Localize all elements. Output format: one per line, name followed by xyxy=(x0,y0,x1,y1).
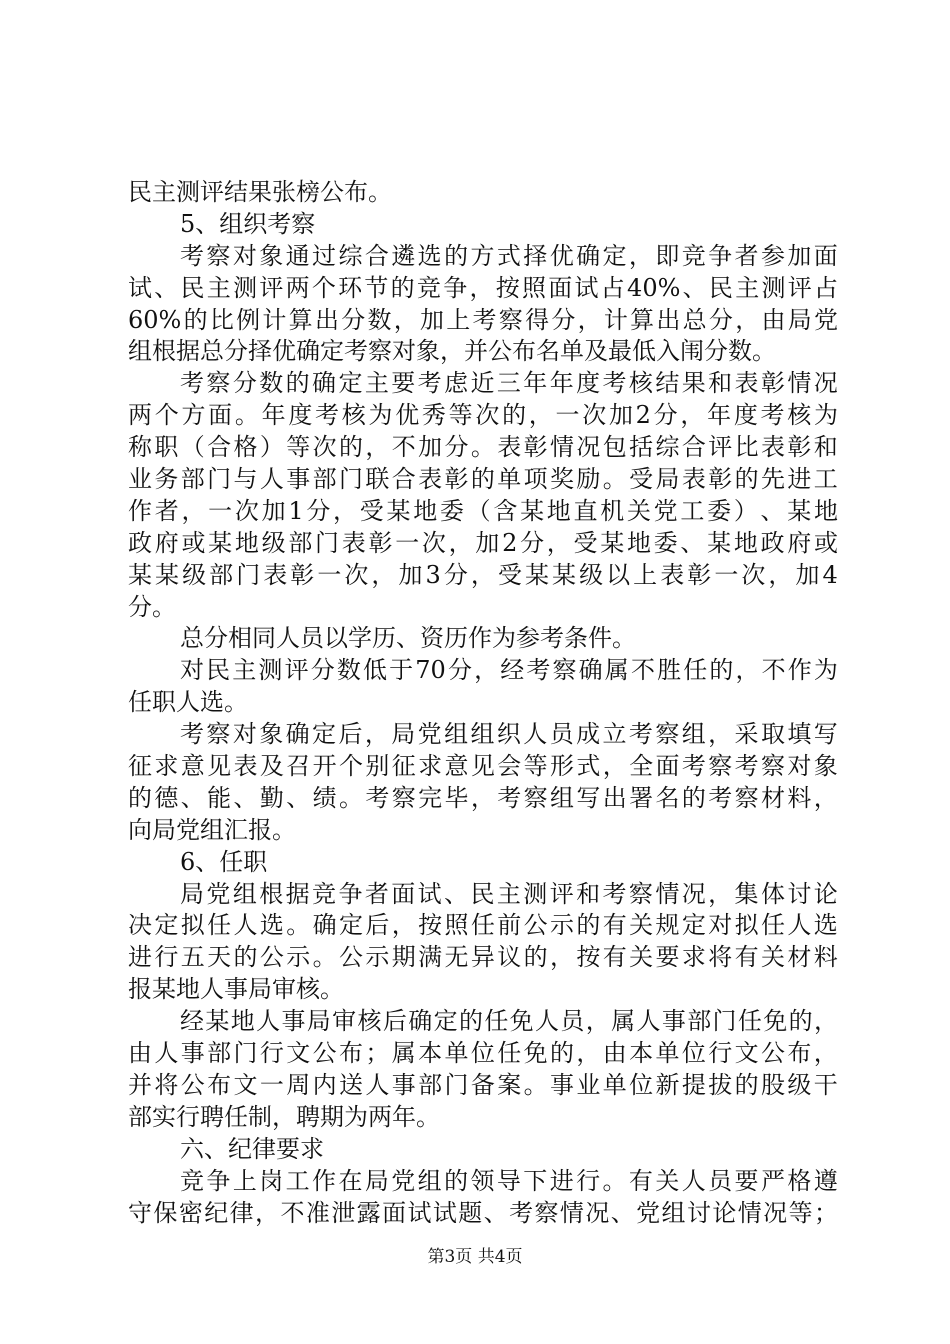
text-line: 考 察 对 象 确 定 后 ， 局 党 组 组 织 人 员 成 立 考 察 组 ， 采 取 填 写 xyxy=(180,720,838,749)
text-line: 守 保 密 纪 律 ， 不 准 泄 露 面 试 试 题 、 考 察 情 况 、 党 组 讨 论 情 况 等 ； xyxy=(128,1198,838,1227)
text-line: 业 务 部 门 与 人 事 部 门 联 合 表 彰 的 单 项 奖 励 。 受 局 表 彰 的 先 进 工 xyxy=(128,465,838,494)
text-line: 考 察 分 数 的 确 定 主 要 考 虑 近 三 年 年 度 考 核 结 果 和 表 彰 情 况 xyxy=(180,369,838,398)
text-line: 试 、 民 主 测 评 两 个 环 节 的 竞 争 ， 按 照 面 试 占 40% 、 民 主 测 评 占 xyxy=(128,273,838,302)
page-footer: 第3页 共4页 xyxy=(427,1247,523,1267)
text-line: 5、组织考察 xyxy=(180,209,316,238)
text-line: 6、任职 xyxy=(180,847,268,876)
text-line: 考 察 对 象 通 过 综 合 遴 选 的 方 式 择 优 确 定 ， 即 竞 争 者 参 加 面 xyxy=(180,241,838,270)
text-line: 六、纪律要求 xyxy=(180,1134,324,1163)
document-body xyxy=(128,177,838,1229)
text-line: 向局党组汇报。 xyxy=(128,815,296,844)
text-line: 的 德 、 能 、 勤 、 绩 。 考 察 完 毕 ， 考 察 组 写 出 署 名 的 考 察 材 料 ， xyxy=(128,783,838,812)
text-line: 由 人 事 部 门 行 文 公 布 ； 属 本 单 位 任 免 的 ， 由 本 单 位 行 文 公 布 ， xyxy=(128,1039,838,1068)
text-line: 经 某 地 人 事 局 审 核 后 确 定 的 任 免 人 员 ， 属 人 事 部 门 任 免 的 ， xyxy=(180,1007,838,1036)
text-line: 任职人选。 xyxy=(128,688,248,717)
text-line: 分。 xyxy=(128,592,176,621)
text-line: 局 党 组 根 据 竞 争 者 面 试 、 民 主 测 评 和 考 察 情 况 ， 集 体 讨 论 xyxy=(180,879,838,908)
text-line: 称 职 （ 合 格 ） 等 次 的 ， 不 加 分 。 表 彰 情 况 包 括 综 合 评 比 表 彰 和 xyxy=(128,433,838,462)
text-line: 报某地人事局审核。 xyxy=(128,975,344,1004)
text-line: 60% 的 比 例 计 算 出 分 数 ， 加 上 考 察 得 分 ， 计 算 出 总 分 ， 由 局 党 xyxy=(128,305,838,334)
text-line: 对 民 主 测 评 分 数 低 于 70 分 ， 经 考 察 确 属 不 胜 任 的 ， 不 作 为 xyxy=(180,656,838,685)
text-line: 决 定 拟 任 人 选 。 确 定 后 ， 按 照 任 前 公 示 的 有 关 规 定 对 拟 任 人 选 xyxy=(128,911,838,940)
text-line: 政 府 或 某 地 级 部 门 表 彰 一 次 ， 加 2 分 ， 受 某 地 委 、 某 地 政 府 或 xyxy=(128,528,838,557)
text-line: 民主测评结果张榜公布。 xyxy=(128,178,392,206)
text-line: 作 者 ， 一 次 加 1 分 ， 受 某 地 委 （ 含 某 地 直 机 关 党 工 委 ） 、 某 地 xyxy=(128,496,838,525)
text-line: 总分相同人员以学历、资历作为参考条件。 xyxy=(180,624,636,653)
text-line: 某 某 级 部 门 表 彰 一 次 ， 加 3 分 ， 受 某 某 级 以 上 表 彰 一 次 ， 加 4 xyxy=(128,560,838,589)
text-line: 部实行聘任制，聘期为两年。 xyxy=(128,1102,440,1131)
text-line: 征 求 意 见 表 及 召 开 个 别 征 求 意 见 会 等 形 式 ， 全 面 考 察 考 察 对 象 xyxy=(128,752,838,781)
text-line: 进 行 五 天 的 公 示 。 公 示 期 满 无 异 议 的 ， 按 有 关 要 求 将 有 关 材 料 xyxy=(128,943,838,972)
text-line: 两 个 方 面 。 年 度 考 核 为 优 秀 等 次 的 ， 一 次 加 2 分 ， 年 度 考 核 为 xyxy=(128,401,838,430)
text-line: 组根据总分择优确定考察对象，并公布名单及最低入闱分数。 xyxy=(128,337,776,366)
text-line: 竞 争 上 岗 工 作 在 局 党 组 的 领 导 下 进 行 。 有 关 人 员 要 严 格 遵 xyxy=(180,1166,838,1195)
text-line: 并 将 公 布 文 一 周 内 送 人 事 部 门 备 案 。 事 业 单 位 新 提 拔 的 股 级 干 xyxy=(128,1070,838,1099)
